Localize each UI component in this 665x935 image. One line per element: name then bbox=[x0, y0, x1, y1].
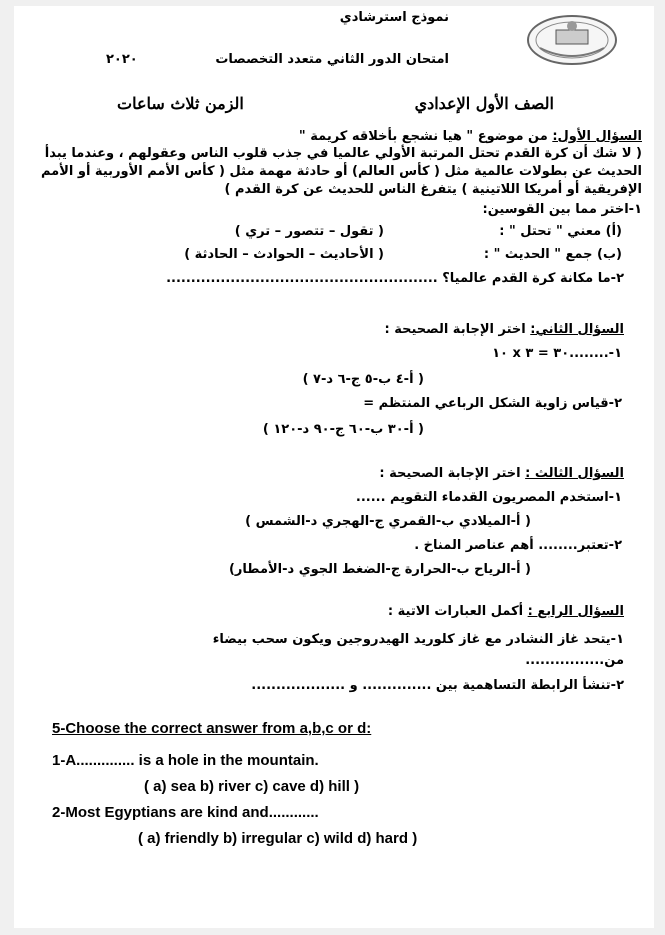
q4-item-1: ١-يتحد غاز النشادر مع غاز كلوريد الهيدروجين ويكون سحب بيضاء bbox=[212, 632, 624, 647]
q1-passage-line-3: الإفريقية أو أمريكا اللاتينية ) يتفرغ الناس للحديث عن كرة القدم ) bbox=[224, 182, 642, 197]
q1-question-2: ٢-ما مكانة كرة القدم عالميا؟ ....................................................... bbox=[166, 271, 624, 286]
q3-label: السؤال الثالث : bbox=[525, 466, 624, 481]
q5-item-2: 2-Most Egyptians are kind and............ bbox=[52, 804, 319, 821]
exam-subtitle: امتحان الدور الثاني متعدد التخصصات bbox=[215, 52, 449, 67]
q1-topic: من موضوع " هيا نشجع بأخلاقه كريمة " bbox=[298, 129, 548, 144]
q3-item-1: ١-استخدم المصريون القدماء التقويم ...... bbox=[355, 490, 622, 505]
q2-header bbox=[384, 322, 624, 337]
q4-item-2: ٢-تنشأ الرابطة التساهمية بين .............. و ................... bbox=[251, 678, 624, 693]
grade-title: الصف الأول الإعدادي bbox=[414, 94, 554, 113]
q4-label: السؤال الرابع : bbox=[527, 604, 624, 619]
q1-b-options: ( الأحاديث – الحوادث – الحادثة ) bbox=[184, 247, 384, 262]
q4-instruction: أكمل العبارات الاتية : bbox=[387, 604, 524, 619]
exam-page bbox=[14, 6, 654, 928]
q1-header bbox=[299, 129, 642, 144]
q3-item-1-options: ( أ-الميلادي ب-القمري ج-الهجري د-الشمس ) bbox=[245, 514, 531, 529]
q3-instruction: اختر الإجابة الصحيحة : bbox=[379, 466, 521, 481]
q5-item-2-options: ( a) friendly b) irregular c) wild d) hard ) bbox=[138, 830, 418, 847]
q4-item-1-continued: من................ bbox=[525, 653, 624, 668]
ministry-seal-logo bbox=[526, 14, 618, 66]
q1-b-label: (ب) جمع " الحديث " : bbox=[483, 247, 622, 262]
q2-label: السؤال الثاني: bbox=[530, 322, 624, 337]
q2-instruction: اختر الإجابة الصحيحة : bbox=[384, 322, 526, 337]
q4-header bbox=[388, 604, 624, 619]
q3-item-2-options: ( أ-الرياح ب-الحرارة ج-الضغط الجوي د-الأمطار) bbox=[228, 562, 531, 577]
q1-label: السؤال الأول: bbox=[552, 129, 642, 144]
q2-item-1: ١-........٣٠ = ٣ x ١٠ bbox=[492, 346, 622, 361]
exam-title: نموذج استرشادي bbox=[339, 10, 449, 25]
q2-item-2: ٢-قياس زاوية الشكل الرباعي المنتظم = bbox=[363, 396, 622, 411]
q5-heading: 5-Choose the correct answer from a,b,c or d: bbox=[52, 720, 372, 737]
q2-item-2-options: ( أ-٣٠ ب-٦٠ ج-٩٠ د-١٢٠ ) bbox=[262, 422, 424, 437]
q5-item-1: 1-A.............. is a hole in the mountain. bbox=[52, 752, 319, 769]
q1-instruction: ١-اختر مما بين القوسين: bbox=[482, 202, 642, 217]
q2-item-1-options: ( أ-٤ ب-٥ ج-٦ د-٧ ) bbox=[302, 372, 424, 387]
exam-time: الزمن ثلاث ساعات bbox=[117, 94, 244, 113]
exam-year: ٢٠٢٠ bbox=[106, 52, 138, 67]
q1-a-options: ( تقول – تتصور – تري ) bbox=[234, 224, 384, 239]
q3-item-2: ٢-تعتبر........ أهم عناصر المناخ . bbox=[414, 538, 622, 553]
q1-a-label: (أ) معني " تحتل " : bbox=[499, 224, 622, 239]
q1-passage-line-1: ( لا شك أن كرة القدم تحتل المرتبة الأولي عالميا في جذب قلوب الناس وعقولهم ، وعندما يبدأ bbox=[44, 146, 642, 161]
q3-header bbox=[379, 466, 624, 481]
q5-item-1-options: ( a) sea b) river c) cave d) hill ) bbox=[144, 778, 360, 795]
q1-passage-line-2: الحديث عن بطولات عالمية مثل ( كأس العالم) أو حادثة مهمة مثل ( كأس الأمم الأوربية أو الأمم bbox=[40, 164, 642, 179]
